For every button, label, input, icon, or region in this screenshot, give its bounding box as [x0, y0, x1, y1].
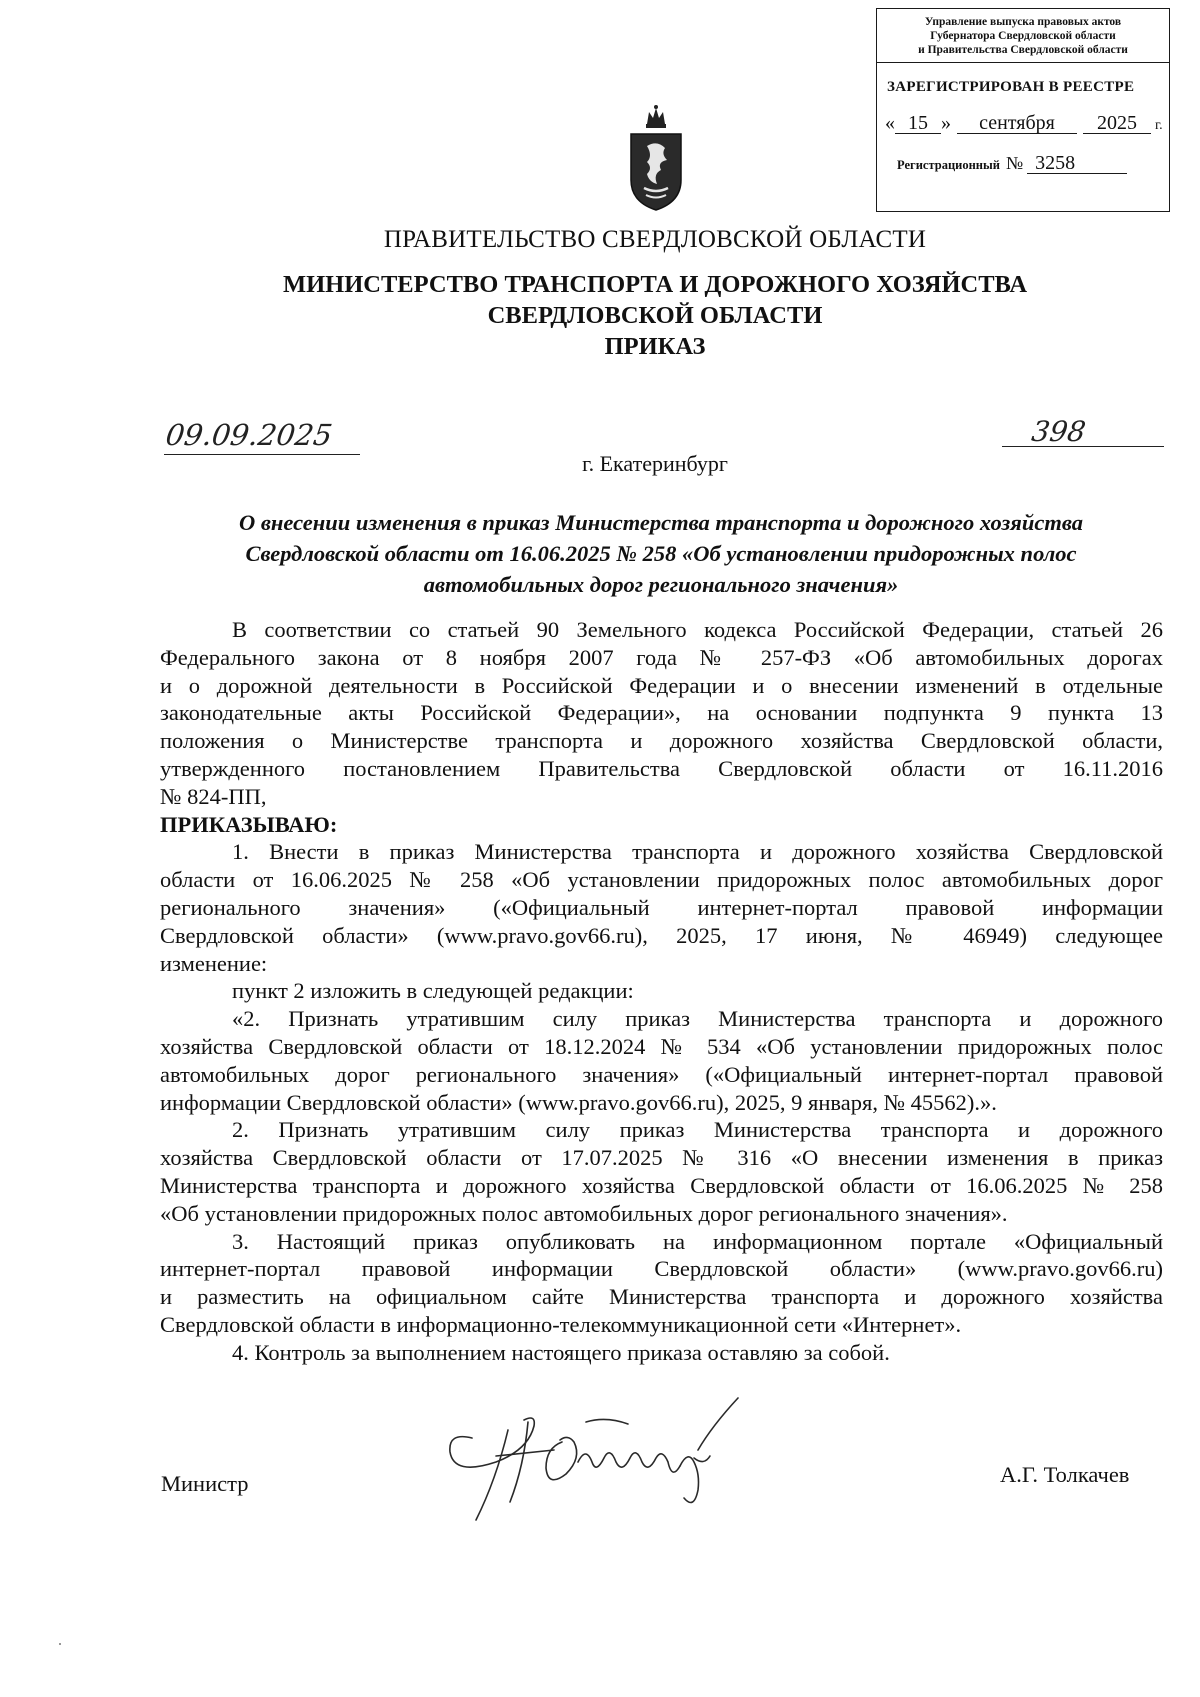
body-line: и о дорожной деятельности в Российской Федерации и о внесении изменений в отдельные — [160, 672, 1163, 698]
government-title: ПРАВИТЕЛЬСТВО СВЕРДЛОВСКОЙ ОБЛАСТИ — [383, 226, 927, 253]
subject-line: Свердловской области от 16.06.2025 № 258 «Об установлении придорожных полос — [245, 541, 1077, 566]
body-line: интернет-портал правовой информации Свердловской области» (www.pravo.gov66.ru) — [160, 1256, 1163, 1282]
stamp-open-quote: « — [885, 112, 895, 134]
body-line: законодательные акты Российской Федерации», на основании подпункта 9 пункта 13 — [160, 700, 1163, 726]
body-line: 3. Настоящий приказ опубликовать на информационном портале «Официальный — [232, 1228, 1163, 1254]
stamp-reg-number: 3258 — [1027, 153, 1127, 174]
handwritten-signature-icon — [436, 1370, 766, 1530]
body-line: В соответствии со статьей 90 Земельного кодекса Российской Федерации, статьей 26 — [232, 617, 1163, 642]
subject-line: О внесении изменения в приказ Министерства транспорта и дорожного хозяйства — [239, 510, 1083, 535]
body-line: автомобильных дорог регионального значения» («Официальный интернет-портал правовой — [160, 1061, 1163, 1087]
stamp-reg-label: Регистрационный — [897, 158, 1000, 172]
body-line: хозяйства Свердловской области от 17.07.2025 № 316 «О внесении изменения в приказ — [160, 1145, 1163, 1171]
body-line: положения о Министерстве транспорта и дорожного хозяйства Свердловской области, — [160, 728, 1163, 754]
body-line: хозяйства Свердловской области от 18.12.2024 № 534 «Об установлении придорожных полос — [160, 1033, 1163, 1059]
order-body — [160, 616, 1163, 1367]
coat-of-arms-icon — [627, 104, 685, 214]
body-line: и разместить на официальном сайте Министерства транспорта и дорожного хозяйства — [160, 1284, 1163, 1310]
subject-line: автомобильных дорог регионального значения» — [423, 572, 899, 597]
stamp-year: 2025 — [1083, 113, 1151, 134]
stamp-registration-number — [897, 153, 1169, 174]
body-line: Свердловской области в информационно-телекоммуникационной сети «Интернет». — [160, 1311, 962, 1337]
body-line: регионального значения» («Официальный интернет-портал правовой информации — [160, 894, 1163, 920]
order-directive-word: ПРИКАЗЫВАЮ: — [160, 811, 338, 837]
body-line: изменение: — [160, 950, 268, 976]
body-line: области от 16.06.2025 № 258 «Об установлении придорожных полос автомобильных дорог — [160, 867, 1163, 893]
body-line: «Об установлении придорожных полос автомобильных дорог регионального значения». — [160, 1200, 1008, 1226]
stamp-header — [877, 9, 1169, 63]
body-line: Федерального закона от 8 ноября 2007 года № 257-ФЗ «Об автомобильных дорогах — [160, 644, 1163, 670]
ministry-title — [0, 269, 1200, 362]
body-line: 1. Внести в приказ Министерства транспорта и дорожного хозяйства Свердловской — [232, 839, 1163, 865]
scan-speck — [59, 1643, 61, 1645]
stamp-close-quote: » — [941, 112, 951, 134]
stamp-year-suffix: г. — [1155, 118, 1163, 133]
stamp-number-sign: № — [1005, 153, 1024, 173]
body-line: 2. Признать утратившим силу приказ Министерства транспорта и дорожного — [232, 1117, 1163, 1143]
signatory-name: А.Г. Толкачев — [1000, 1462, 1130, 1487]
body-line: утвержденного постановлением Правительства Свердловской области от 16.11.2016 — [160, 755, 1163, 781]
body-line: Министерства транспорта и дорожного хозяйства Свердловской области от 16.06.2025 № 258 — [160, 1172, 1163, 1198]
stamp-day: 15 — [895, 113, 941, 134]
stamp-header-line: Губернатора Свердловской области — [930, 30, 1116, 42]
stamp-header-line: Управление выпуска правовых актов — [924, 16, 1122, 28]
stamp-date — [885, 112, 1169, 135]
number-underline — [1002, 446, 1164, 447]
stamp-header-line: и Правительства Свердловской области — [918, 44, 1128, 56]
stamp-registered-label: ЗАРЕГИСТРИРОВАН В РЕЕСТРЕ — [887, 79, 1135, 95]
ministry-line: СВЕРДЛОВСКОЙ ОБЛАСТИ — [487, 302, 823, 329]
ministry-line: МИНИСТЕРСТВО ТРАНСПОРТА И ДОРОЖНОГО ХОЗЯЙСТВА — [282, 271, 1028, 298]
city: г. Екатеринбург — [582, 451, 728, 476]
order-subject — [160, 507, 1162, 600]
body-line: «2. Признать утратившим силу приказ Министерства транспорта и дорожного — [232, 1006, 1163, 1032]
order-number: 398 — [1029, 415, 1088, 448]
document-type: ПРИКАЗ — [604, 333, 706, 360]
registry-stamp — [876, 8, 1170, 212]
stamp-month: сентября — [957, 113, 1077, 134]
signatory-title: Министр — [161, 1471, 249, 1496]
order-date: 09.09.2025 — [163, 418, 335, 452]
body-line: № 824-ПП, — [160, 783, 267, 809]
body-line: 4. Контроль за выполнением настоящего приказа оставляю за собой. — [232, 1339, 890, 1365]
body-line: Свердловской области» (www.pravo.gov66.ru), 2025, 17 июня, № 46949) следующее — [160, 922, 1163, 948]
body-line: пункт 2 изложить в следующей редакции: — [232, 978, 634, 1004]
body-line: информации Свердловской области» (www.pravo.gov66.ru), 2025, 9 января, № 45562).». — [160, 1089, 997, 1115]
